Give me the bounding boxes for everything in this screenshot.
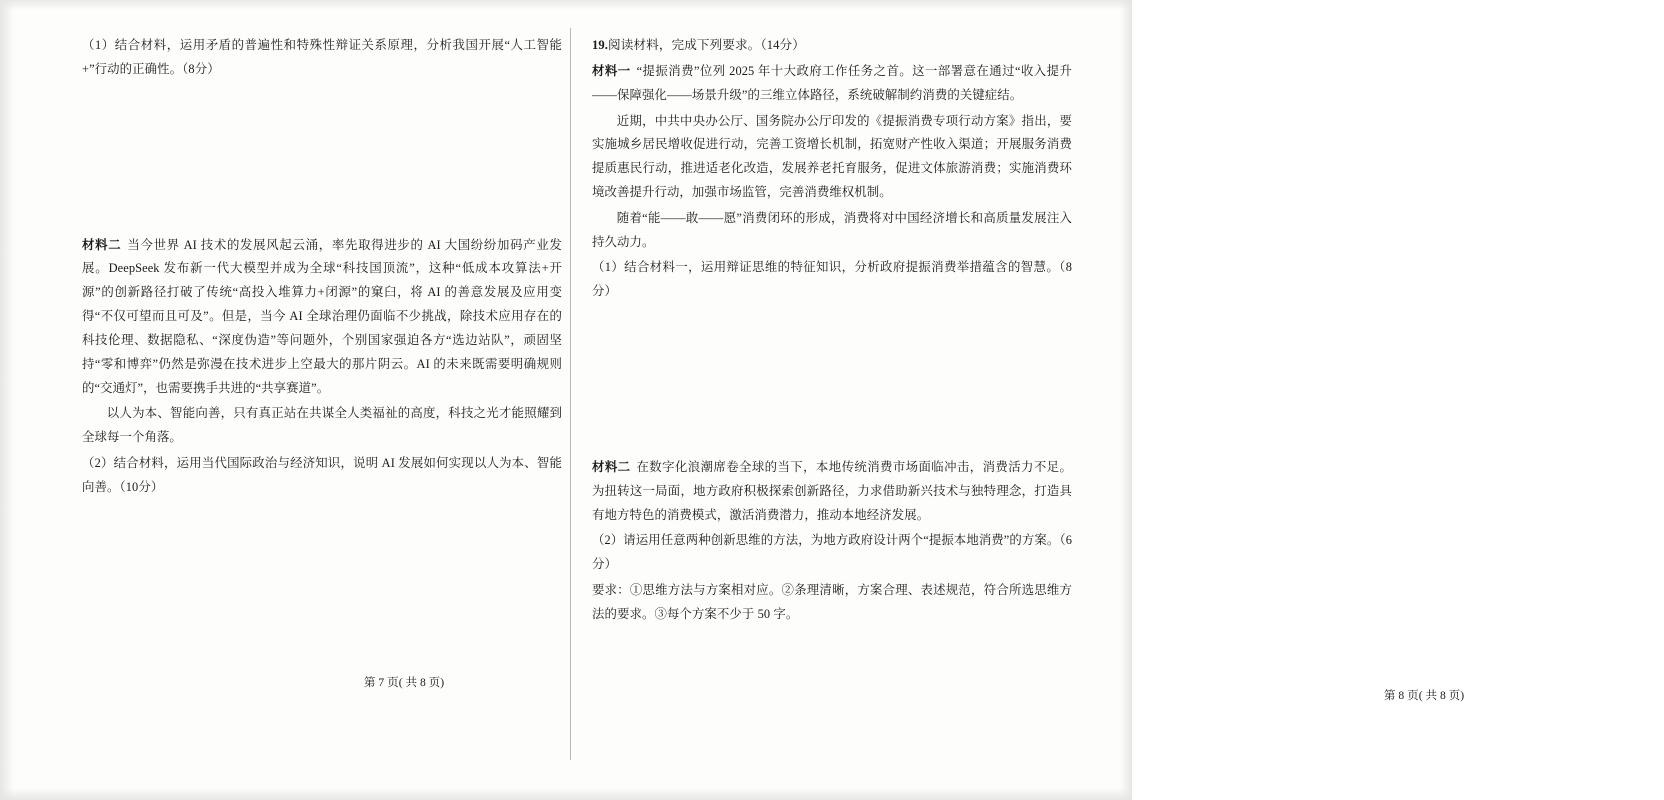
- question-19-heading: [592, 34, 1072, 58]
- answer-space-18-1[interactable]: [82, 84, 562, 234]
- material-two-paragraph-2-left: 以人为本、智能向善，只有真正站在共谋全人类福祉的高度，科技之光才能照耀到全球每一个角落。: [82, 406, 562, 445]
- right-column: [592, 34, 1465, 725]
- scan-edge-left: [0, 0, 14, 800]
- left-column: [82, 34, 562, 712]
- answer-space-19-2[interactable]: [592, 629, 1072, 725]
- scan-edge-bottom: [0, 788, 1132, 800]
- material-two-text-right: 在数字化浪潮席卷全球的当下，本地传统消费市场面临冲击，消费活力不足。为扭转这一局面，地方政府积极探索创新路径，力求借助新兴技术与独特理念，打造具有地方特色的消费模式，激活消费潜力，推动本地经济发展。: [592, 460, 1072, 522]
- question-19-requirements: 要求：①思维方法与方案相对应。②条理清晰，方案合理、表述规范，符合所选思维方法的要求。③每个方案不少于 50 字。: [592, 583, 1072, 621]
- material-two-label-left: 材料二: [82, 237, 122, 252]
- footer-page-7: 第 7 页( 共 8 页): [363, 675, 445, 689]
- question-19-number: 19.: [592, 38, 609, 52]
- material-one-paragraph-3: 随着“能——敢——愿”消费闭环的形成，消费将对中国经济增长和高质量发展注入持久动力。: [592, 210, 1072, 249]
- question-19-stem: 阅读材料，完成下列要求。（14分）: [608, 38, 805, 52]
- question-19-part-1: （1）结合材料一，运用辩证思维的特征知识，分析政府提振消费举措蕴含的智慧。（8分）: [592, 260, 1072, 299]
- column-divider: [570, 28, 571, 760]
- scan-edge-right: [1120, 0, 1132, 800]
- question-18-part-2: （2）结合材料，运用当代国际政治与经济知识，说明 AI 发展如何实现以人为本、智能向善。（10分）: [82, 455, 562, 494]
- question-19-part-2: （2）请运用任意两种创新思维的方法，为地方政府设计两个“提振本地消费”的方案。（6分）: [592, 533, 1072, 572]
- material-two-block-right: [592, 456, 1072, 527]
- footer-page-8: 第 8 页( 共 8 页): [1383, 688, 1465, 702]
- material-two-label-right: 材料二: [592, 460, 631, 475]
- material-one-block: [592, 60, 1072, 108]
- question-18-part-1: （1）结合材料，运用矛盾的普遍性和特殊性辩证关系原理，分析我国开展“人工智能+”行动的正确性。（8分）: [82, 38, 562, 76]
- material-one-paragraph-2: 近期，中共中央办公厅、国务院办公厅印发的《提振消费专项行动方案》指出，要实施城乡居民增收促进行动，完善工资增长机制，拓宽财产性收入渠道；开展服务消费提质惠民行动，推进适老化改造，发展养老托育服务，促进文体旅游消费；实施消费环境改善提升行动，加强市场监管，完善消费维权机制。: [592, 113, 1072, 199]
- material-two-block-left: [82, 234, 562, 401]
- material-one-text-1: “提振消费”位列 2025 年十大政府工作任务之首。这一部署意在通过“收入提升——保障强化——场景升级”的三维立体路径，系统破解制约消费的关键症结。: [592, 63, 1072, 102]
- material-two-text-left: 当今世界 AI 技术的发展风起云涌，率先取得进步的 AI 大国纷纷加码产业发展。DeepSeek 发布新一代大模型并成为全球“科技国顶流”，这种“低成本攻算法+开源”的创新路径打破了传统“高投入堆算力+闭源”的窠臼，将 AI 的善意发展及应用变得“不仅可望而且可及”。但是，当今 AI 全球治理仍面临不少挑战，除技术应用存在的科技伦理、数据隐私、“深度伪造”等问题外，个别国家强迫各方“选边站队”，顽固坚持“零和博弈”仍然是弥漫在技术进步上空最大的那片阴云。AI 的未来既需要明确规则的“交通灯”，也需要携手共进的“共享赛道”。: [82, 237, 562, 395]
- scan-edge-top: [0, 0, 1132, 10]
- answer-space-19-1[interactable]: [592, 306, 1072, 456]
- material-one-label: 材料一: [592, 63, 631, 78]
